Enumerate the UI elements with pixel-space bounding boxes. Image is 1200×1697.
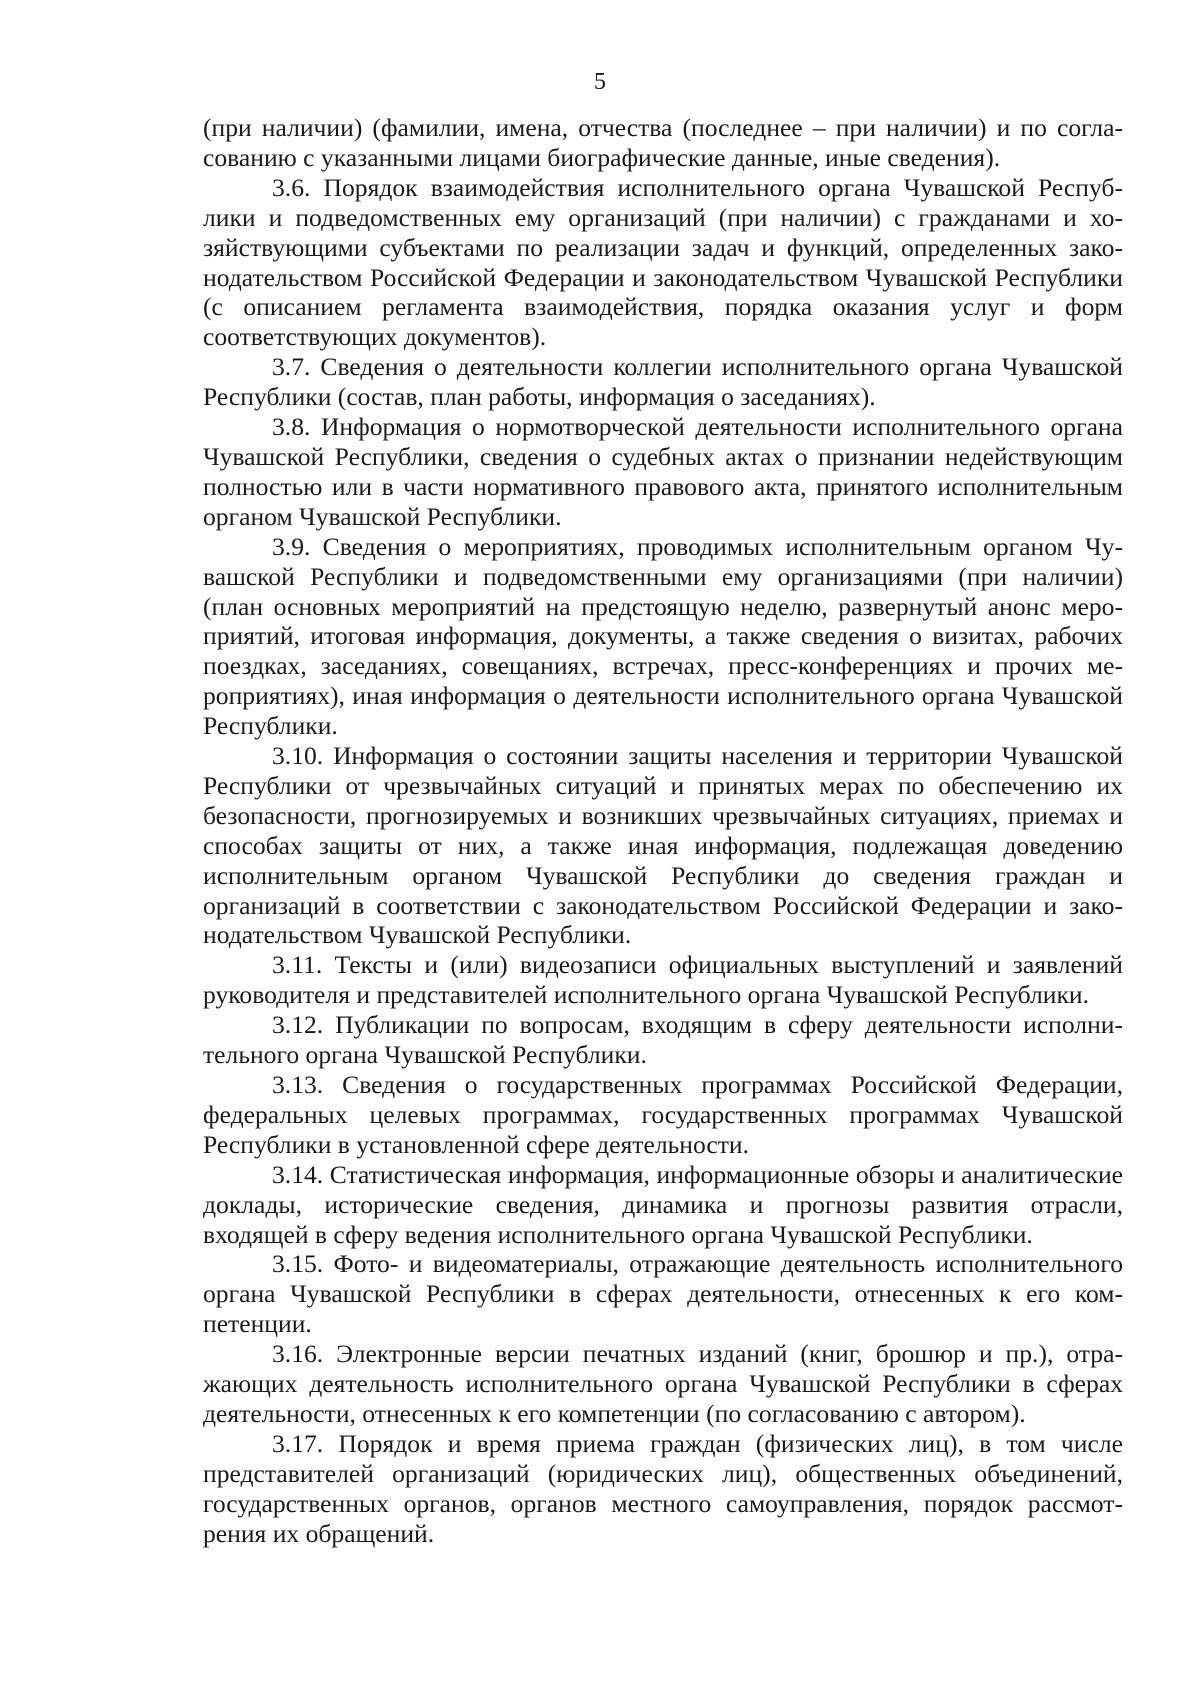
document-body: [203, 113, 1123, 1549]
paragraph-3-8: 3.8. Информация о нормотворческой деятельности исполнительного органа Чувашской Республики, сведения о судебных актах о признании недействующим полностью или в части нормативного правового акта, принятого исполнительным органом Чувашской Республики.: [203, 412, 1123, 531]
paragraph-3-11: 3.11. Тексты и (или) видеозаписи официальных выступлений и заявлений руководителя и представителей исполнительного органа Чувашской Республики.: [203, 950, 1123, 1010]
paragraph-3-9: 3.9. Сведения о мероприятиях, проводимых исполнительным органом Чувашской Республики и подведомственными ему организациями (при наличии) (план основных мероприятий на предстоящую неделю, развернутый анонс мероприятий, итоговая информация, документы, а также сведения о визитах, рабочих поездках, заседаниях, совещаниях, встречах, пресс-конференциях и прочих мероприятиях), иная информация о деятельности исполнительного органа Чувашской Республики.: [203, 531, 1123, 741]
paragraph-continuation: (при наличии) (фамилии, имена, отчества (последнее – при наличии) и по согласованию с указанными лицами биографические данные, иные сведения).: [203, 113, 1123, 172]
paragraph-3-13: 3.13. Сведения о государственных программах Российской Федерации, федеральных целевых программах, государственных программах Чувашской Республики в установленной сфере деятельности.: [203, 1070, 1123, 1159]
paragraph-3-17: 3.17. Порядок и время приема граждан (физических лиц), в том числе представителей организаций (юридических лиц), общественных объединений, государственных органов, органов местного самоуправления, порядок рассмотрения их обращений.: [203, 1428, 1123, 1548]
page-number: 5: [594, 69, 606, 95]
paragraph-3-16: 3.16. Электронные версии печатных изданий (книг, брошюр и пр.), отражающих деятельность исполнительного органа Чувашской Республики в сферах деятельности, отнесенных к его компетенции (по согласованию с автором).: [203, 1339, 1123, 1428]
paragraph-3-10: 3.10. Информация о состоянии защиты населения и территории Чувашской Республики от чрезвычайных ситуаций и принятых мерах по обеспечению их безопасности, прогнозируемых и возникших чрезвычайных ситуациях, приемах и способах защиты от них, а также иная информация, подлежащая доведению исполнительным органом Чувашской Республики до сведения граждан и организаций в соответствии с законодательством Российской Федерации и законодательством Чувашской Республики.: [203, 741, 1123, 950]
paragraph-3-12: 3.12. Публикации по вопросам, входящим в сферу деятельности исполнительного органа Чувашской Республики.: [203, 1010, 1123, 1070]
paragraph-3-15: 3.15. Фото- и видеоматериалы, отражающие деятельность исполнительного органа Чувашской Республики в сферах деятельности, отнесенных к его компетенции.: [203, 1249, 1123, 1339]
paragraph-3-6: 3.6. Порядок взаимодействия исполнительного органа Чувашской Республики и подведомственных ему организаций (при наличии) с гражданами и хозяйствующими субъектами по реализации задач и функций, определенных законодательством Российской Федерации и законодательством Чувашской Республики (с описанием регламента взаимодействия, порядка оказания услуг и форм соответствующих документов).: [203, 172, 1123, 352]
paragraph-3-14: 3.14. Статистическая информация, информационные обзоры и аналитические доклады, исторические сведения, динамика и прогнозы развития отрасли, входящей в сферу ведения исполнительного органа Чувашской Республики.: [203, 1159, 1123, 1249]
paragraph-3-7: 3.7. Сведения о деятельности коллегии исполнительного органа Чувашской Республики (состав, план работы, информация о заседаниях).: [203, 352, 1123, 412]
